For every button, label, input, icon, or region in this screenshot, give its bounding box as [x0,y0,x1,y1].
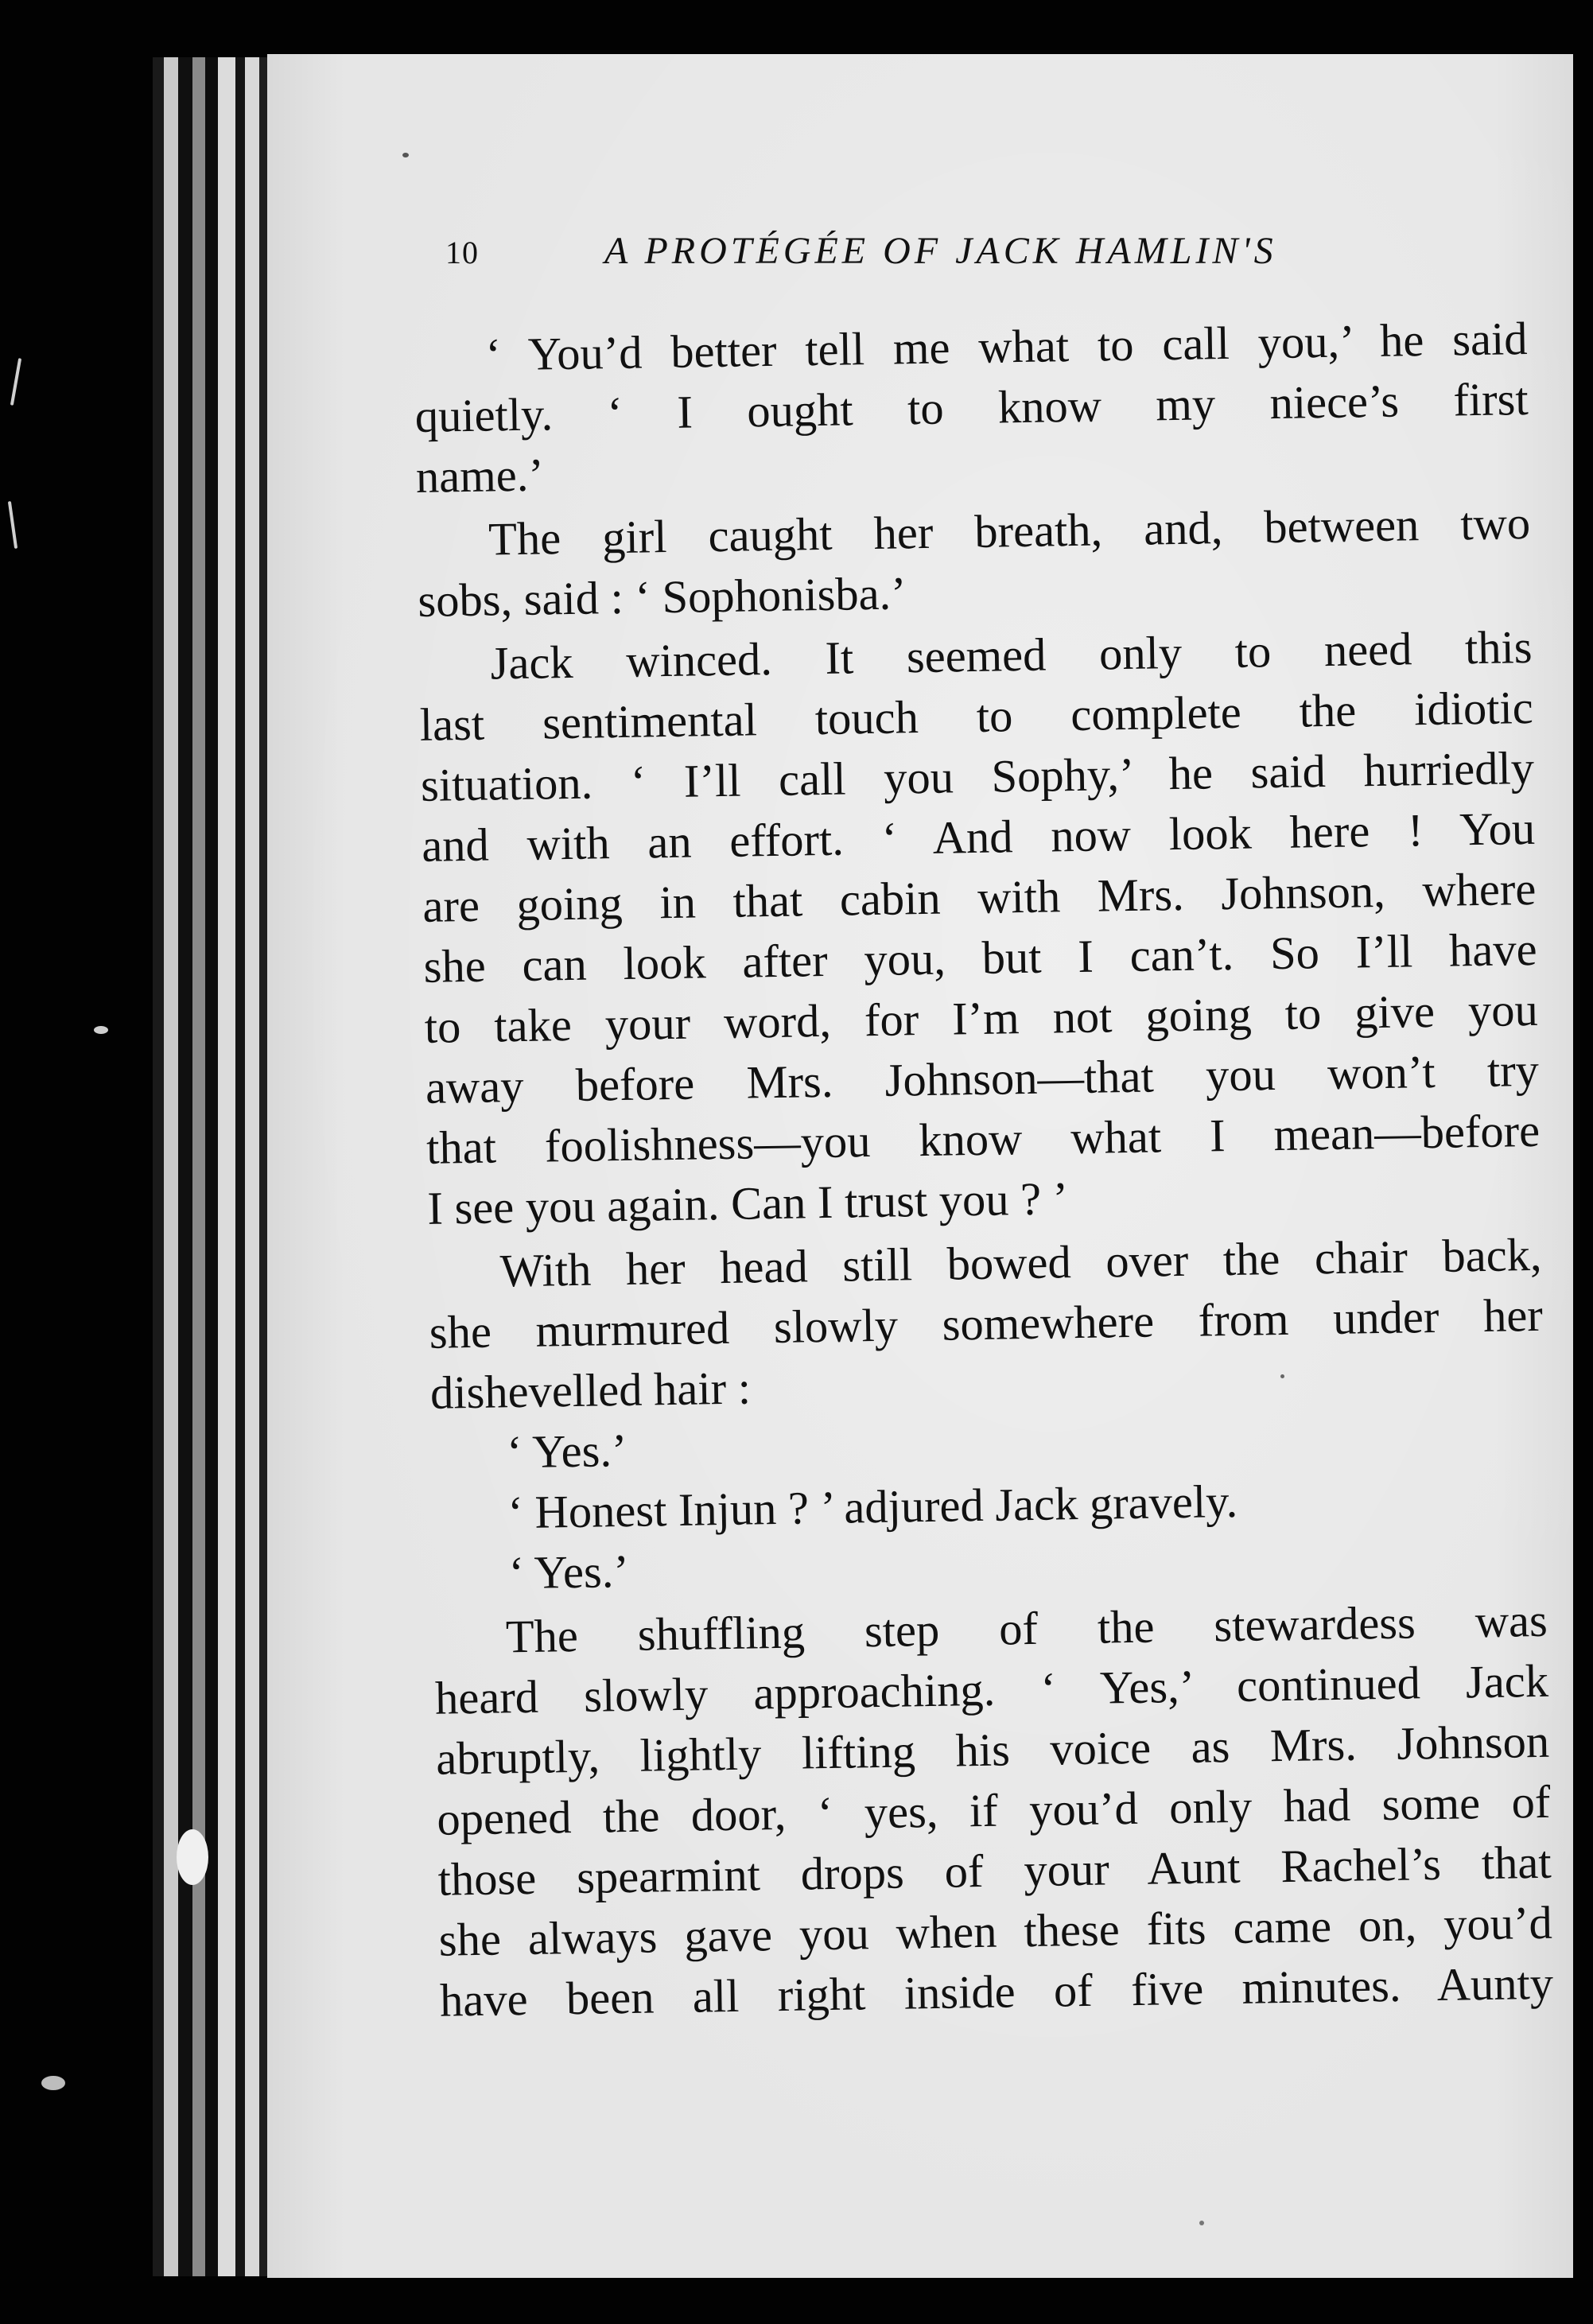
scan-mark [41,2076,65,2090]
scan-mark [94,1026,108,1034]
text-line: abruptly, lightly lifting his voice as Mrs. Johnson [435,1715,1550,1785]
text-line: ‘ Honest Injun ? ’ adjured Jack gravely. [507,1475,1238,1539]
running-title: A PROTÉGÉE OF JACK HAMLIN'S [604,230,1277,272]
text-line: sobs, said : ‘ Sophonisba.’ [417,567,907,627]
page-edge-stripe [259,57,267,2276]
running-head [445,229,1392,277]
text-line: situation. ‘ I’ll call you Sophy,’ he said hurriedly [420,741,1535,811]
page-edge-stripe [245,57,259,2276]
page-edge-stripe [205,57,218,2276]
text-line: name.’ [415,449,545,503]
text-line: heard slowly approaching. ‘ Yes,’ continued Jack [434,1654,1549,1724]
page-edge-stripe [164,57,178,2276]
scan-mark [402,153,409,157]
scan-mark [1199,2221,1204,2225]
text-line: With her head still bowed over the chair back, [499,1228,1543,1297]
text-line: away before Mrs. Johnson—that you won’t try [425,1043,1540,1113]
text-line: Jack winced. It seemed only to need this [490,620,1533,690]
text-line: she always gave you when these fits came on, you’d [438,1896,1553,1966]
page-edge-stripe [218,57,235,2276]
text-line: that foolishness—you know what I mean—before [425,1104,1541,1174]
page-edge-stripe [192,57,205,2276]
text-line: have been all right inside of five minutes. Aunty [439,1957,1554,2027]
text-line: to take your word, for I’m not going to give you [424,983,1539,1053]
body-text [414,309,1554,2031]
text-line: she murmured slowly somewhere from under her [429,1288,1544,1358]
scan-mark [177,1829,208,1885]
text-line: those spearmint drops of your Aunt Rachel’s that [437,1836,1552,1906]
page-edge-stripe [235,57,245,2276]
text-line: The girl caught her breath, and, between two [488,496,1531,565]
text-line: ‘ Yes.’ [506,1424,627,1479]
text-line: last sentimental touch to complete the idiotic [419,681,1534,751]
text-line: quietly. ‘ I ought to know my niece’s first [414,372,1529,442]
text-line: dishevelled hair : [429,1362,752,1419]
text-line: she can look after you, but I can’t. So I’ll have [423,923,1537,993]
text-line: opened the door, ‘ yes, if you’d only had some of [436,1775,1551,1845]
page-edge-stripe [153,57,164,2276]
text-line: ‘ You’d better tell me what to call you,’ he said [485,313,1528,381]
page-edge-stripe [178,57,192,2276]
text-line: are going in that cabin with Mrs. Johnson, where [422,862,1537,932]
page-number: 10 [445,235,479,270]
text-line: I see you again. Can I trust you ? ’ [426,1172,1069,1234]
text-line: and with an effort. ‘ And now look here ! You [421,802,1536,872]
text-line: ‘ Yes.’ [508,1545,630,1599]
text-line: The shuffling step of the stewardess was [505,1594,1548,1663]
